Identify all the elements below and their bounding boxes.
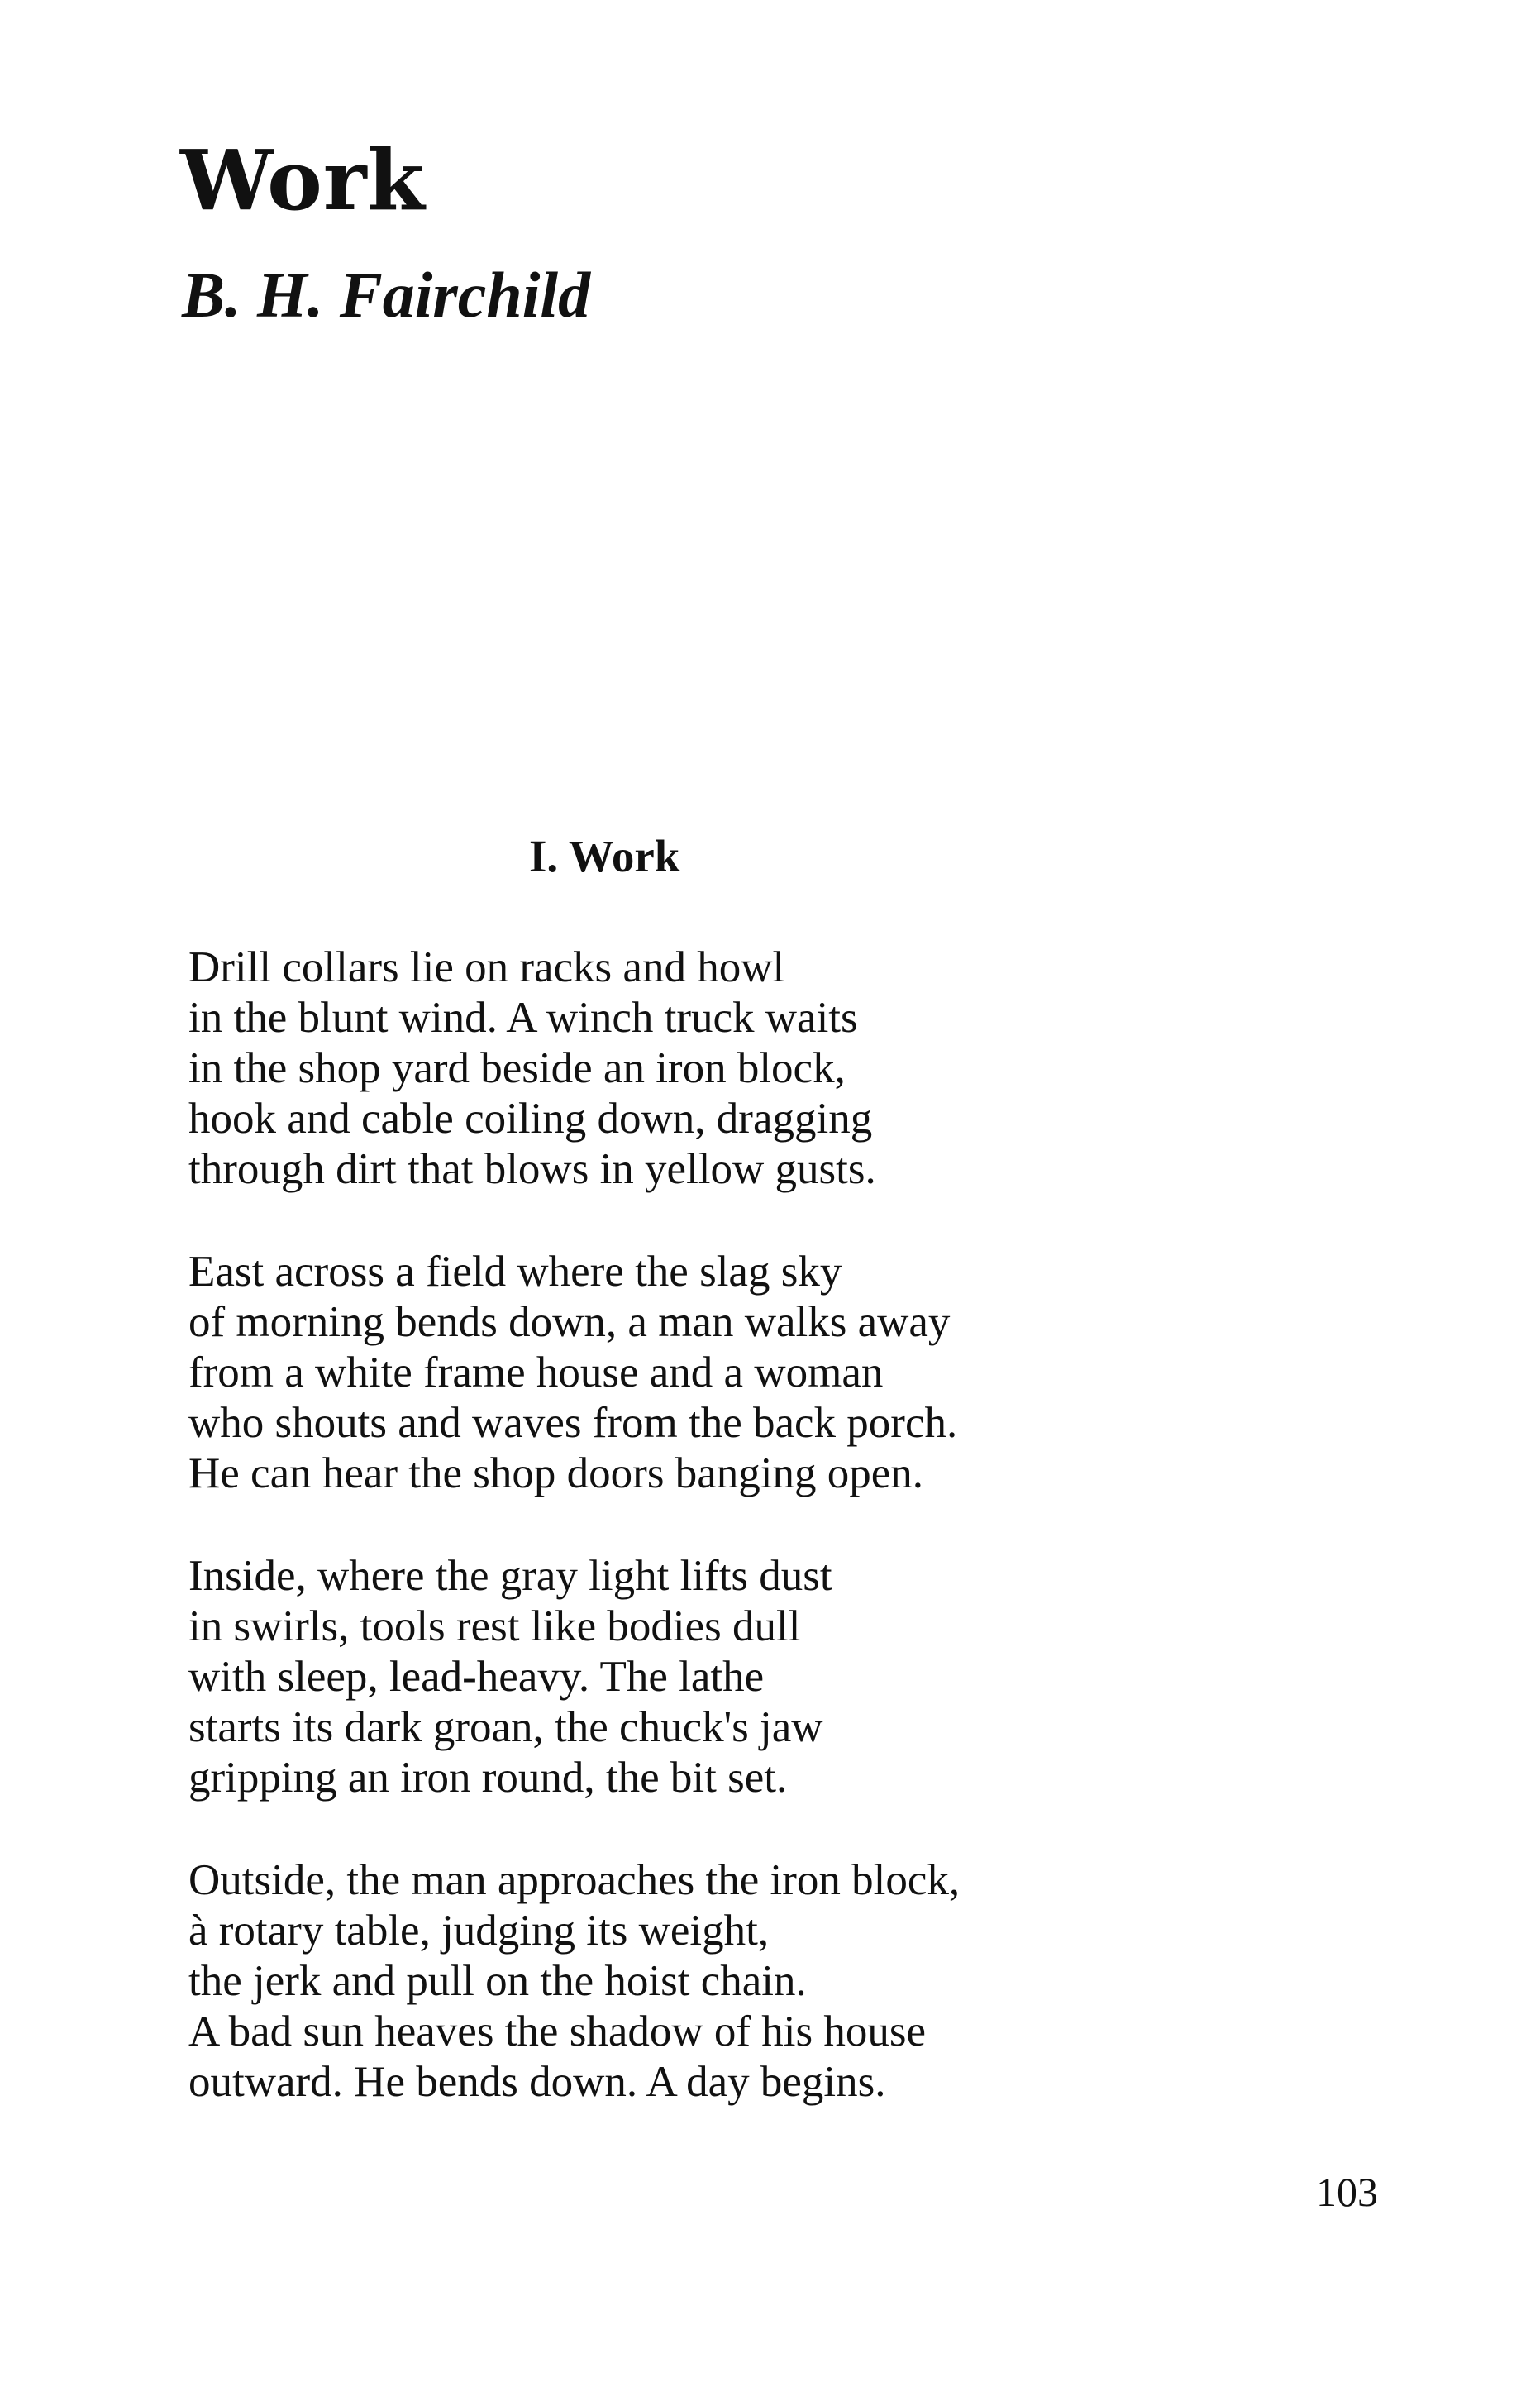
poem-line: He can hear the shop doors banging open. — [188, 1449, 923, 1497]
poem-line: Inside, where the gray light lifts dust — [188, 1552, 832, 1600]
poem-title: Work — [180, 131, 426, 229]
poem-line: East across a field where the slag sky — [188, 1248, 842, 1296]
poem-line: in the blunt wind. A winch truck waits — [188, 994, 858, 1042]
poem-line: à rotary table, judging its weight, — [188, 1907, 770, 1955]
poem-line: outward. He bends down. A day begins. — [188, 2058, 886, 2106]
poem-line: hook and cable coiling down, dragging — [188, 1095, 873, 1143]
stanza-2 — [188, 1247, 1362, 1499]
stanza-1 — [188, 943, 1362, 1195]
author-name: B. H. Fairchild — [182, 259, 591, 331]
poem-line: the jerk and pull on the hoist chain. — [188, 1957, 807, 2005]
poem-line: A bad sun heaves the shadow of his house — [188, 2007, 927, 2055]
poem-line: gripping an iron round, the bit set. — [188, 1754, 788, 1802]
poem-line: who shouts and waves from the back porch. — [188, 1399, 958, 1447]
section-heading: I. Work — [529, 831, 680, 881]
stanza-3 — [188, 1551, 1362, 1803]
poem-line: in the shop yard beside an iron block, — [188, 1044, 846, 1092]
poem-body — [188, 943, 1362, 2160]
poem-line: with sleep, lead-heavy. The lathe — [188, 1653, 765, 1701]
poem-line: Outside, the man approaches the iron block, — [188, 1856, 961, 1904]
poem-line: through dirt that blows in yellow gusts. — [188, 1145, 876, 1193]
poem-line: in swirls, tools rest like bodies dull — [188, 1602, 801, 1650]
poem-line: Drill collars lie on racks and howl — [188, 943, 785, 991]
poem-line: of morning bends down, a man walks away — [188, 1298, 951, 1346]
poem-line: from a white frame house and a woman — [188, 1349, 884, 1396]
page-number: 103 — [1316, 2169, 1378, 2215]
stanza-4 — [188, 1855, 1362, 2108]
poem-line: starts its dark groan, the chuck's jaw — [188, 1703, 823, 1751]
